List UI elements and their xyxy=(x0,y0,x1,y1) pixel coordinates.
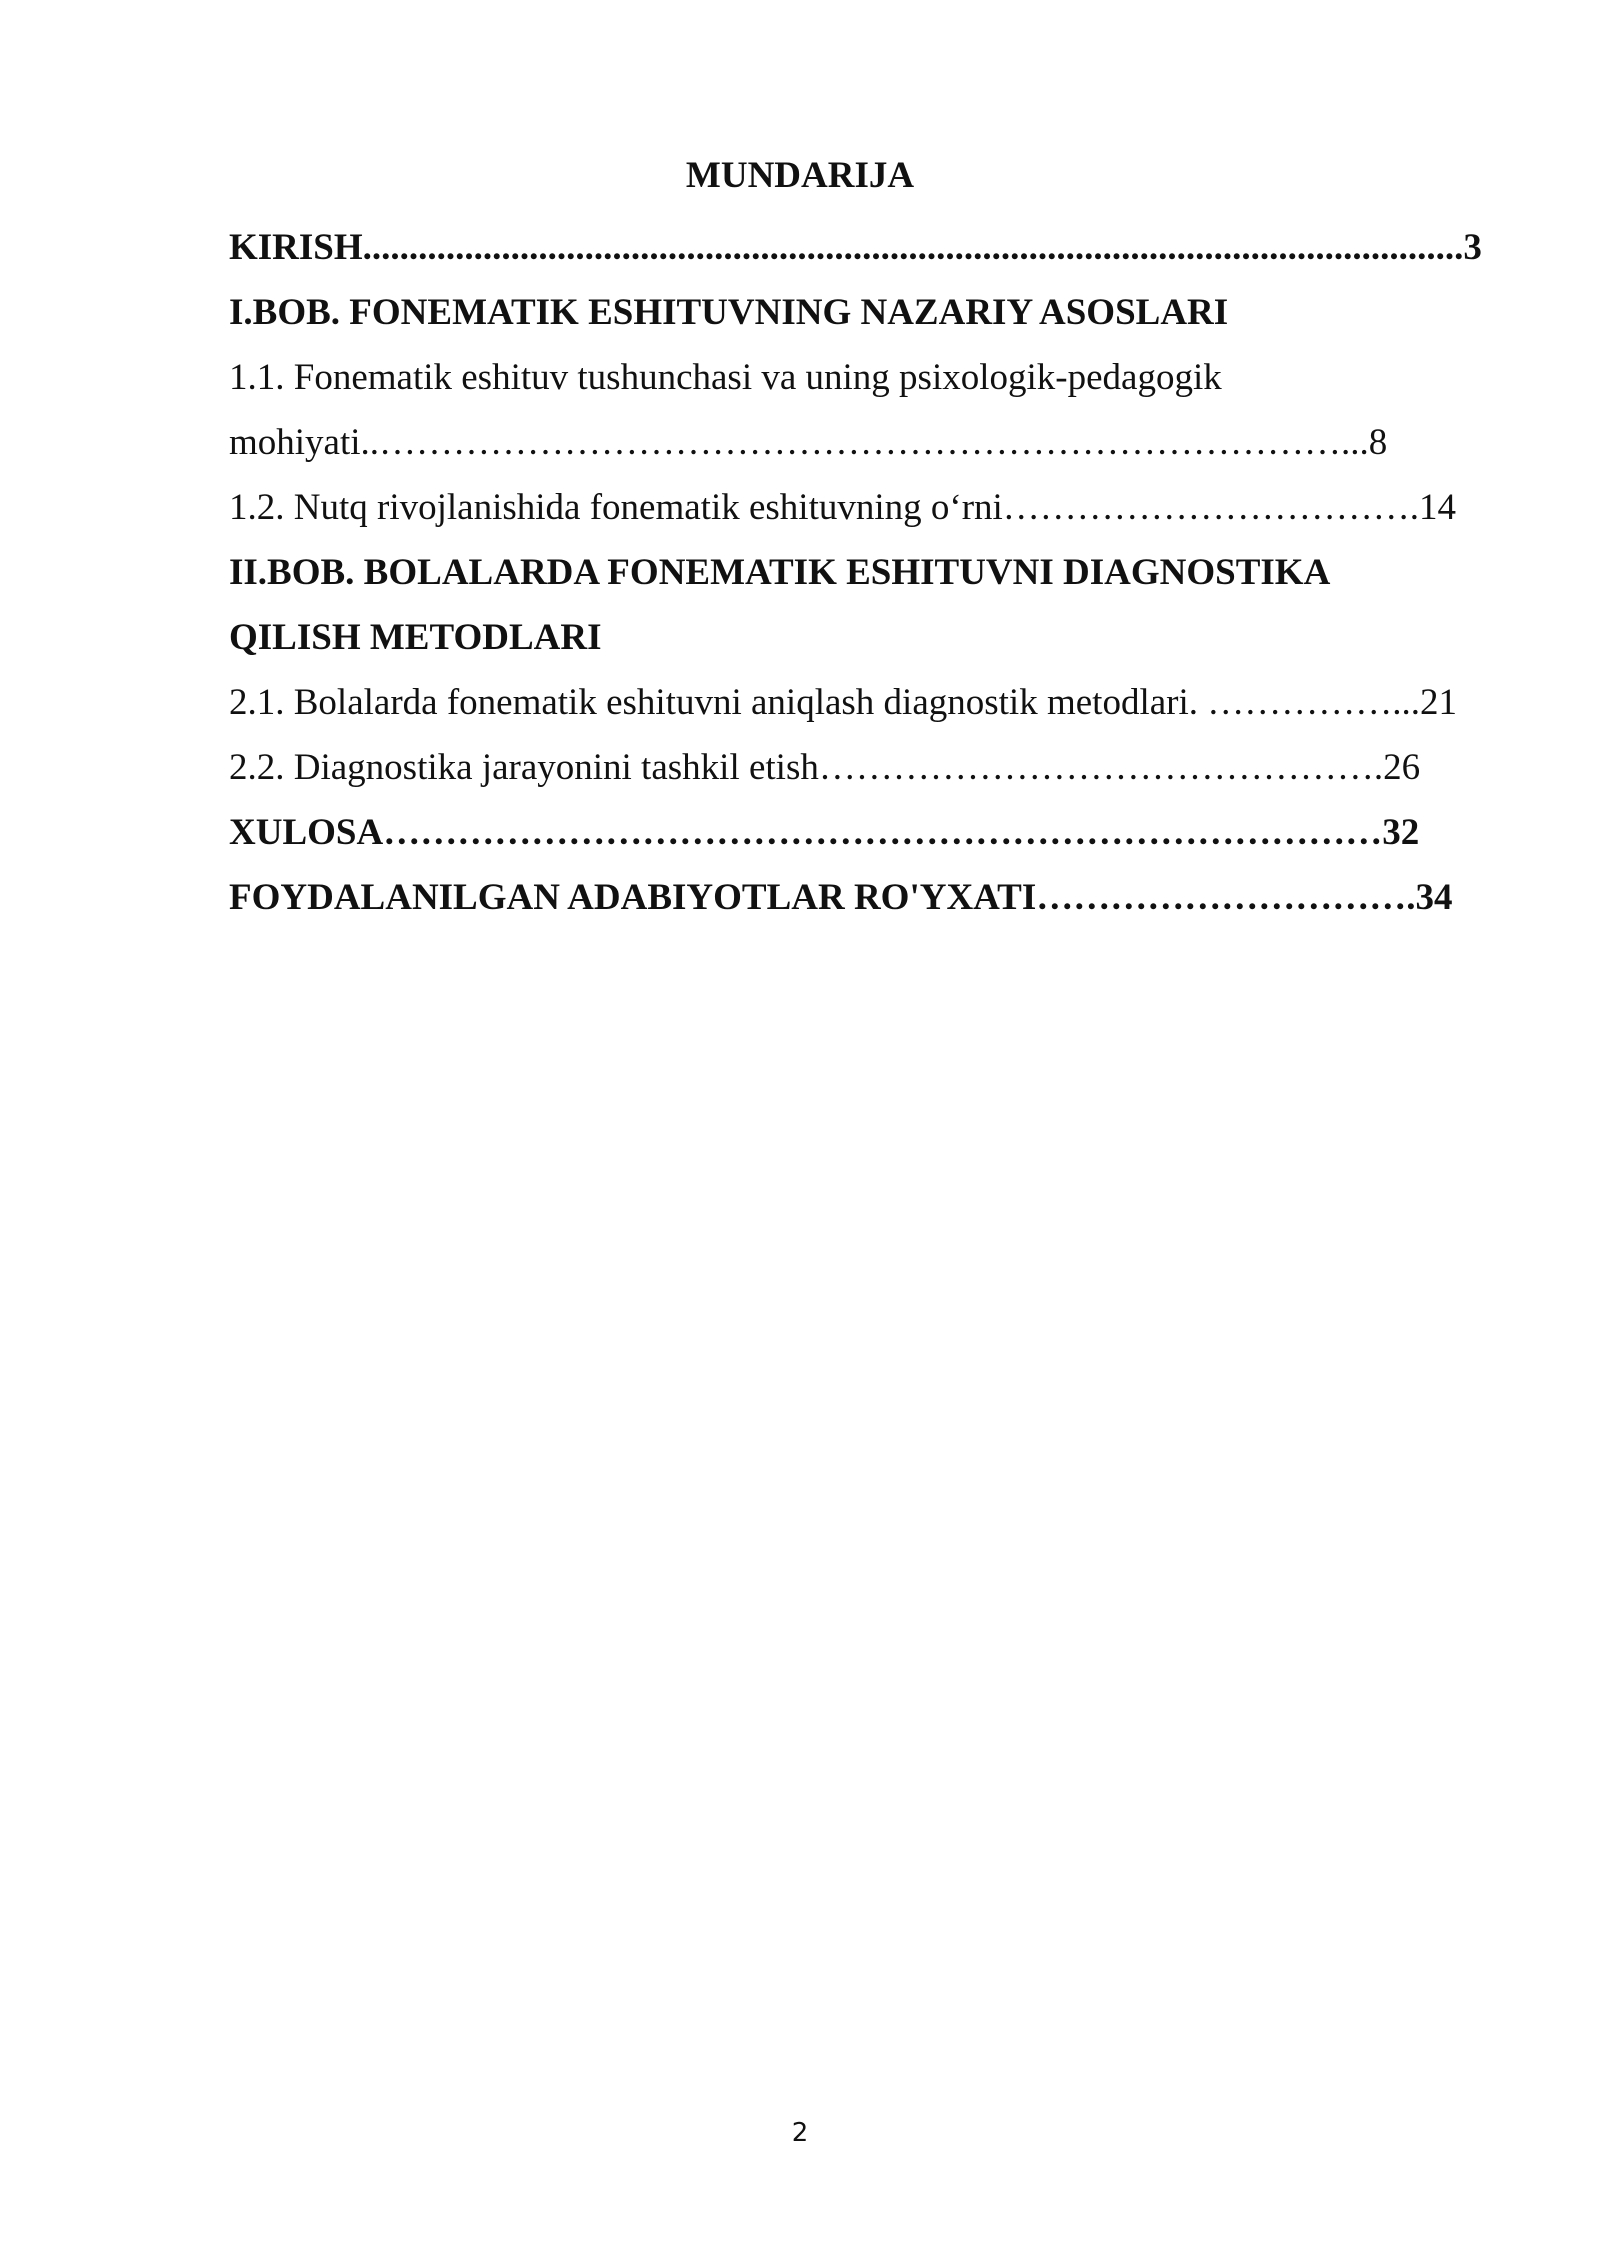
toc-line-section-1-2: 1.2. Nutq rivojlanishida fonematik eshituvning o‘rni…………………………….14 xyxy=(229,487,1457,528)
toc-line-chapter-2-cont: QILISH METODLARI xyxy=(229,617,602,658)
toc-line-section-1-1: 1.1. Fonematik eshituv tushunchasi va uning psixologik-pedagogik xyxy=(229,357,1222,398)
page-number: 2 xyxy=(791,2118,809,2148)
toc-line-references: FOYDALANILGAN ADABIYOTLAR RO'YXATI………………………….34 xyxy=(229,877,1453,918)
toc-line-section-2-1: 2.1. Bolalarda fonematik eshituvni aniqlash diagnostik metodlari. ……………...21 xyxy=(229,682,1457,723)
toc-line-section-2-2: 2.2. Diagnostika jarayonini tashkil etish……………………………………….26 xyxy=(229,747,1421,788)
toc-line-section-1-1-cont: mohiyati..……………………………………………………………………...8 xyxy=(229,422,1388,463)
toc-line-kirish: KIRISH.......................................................................................................................3 xyxy=(229,227,1482,268)
toc-line-xulosa: XULOSA………………………………………………………………………32 xyxy=(229,812,1420,853)
toc-line-chapter-1: I.BOB. FONEMATIK ESHITUVNING NAZARIY ASOSLARI xyxy=(229,292,1229,333)
toc-title: MUNDARIJA xyxy=(685,155,915,196)
toc-line-chapter-2: II.BOB. BOLALARDA FONEMATIK ESHITUVNI DIAGNOSTIKA xyxy=(229,552,1331,593)
